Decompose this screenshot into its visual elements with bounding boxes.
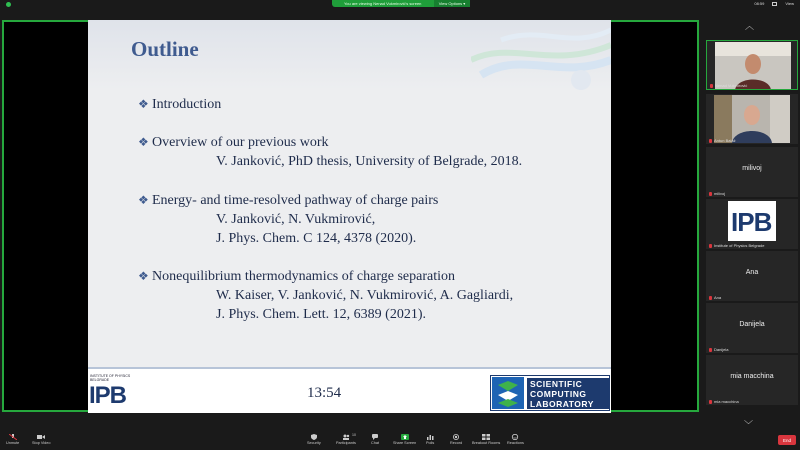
chat-button[interactable]: Chat xyxy=(371,434,379,445)
polls-icon xyxy=(426,434,434,440)
diamond-bullet-icon: ❖ xyxy=(138,135,149,149)
scl-logo xyxy=(490,375,610,411)
diamond-bullet-icon: ❖ xyxy=(138,193,149,207)
record-icon xyxy=(452,434,460,440)
stop-video-button[interactable]: Stop Video xyxy=(32,434,51,445)
top-bar xyxy=(0,0,800,9)
participants-count: 10 xyxy=(352,433,356,437)
institute-label: INSTITUTE OF PHYSICS BELGRADE xyxy=(90,374,131,382)
outline-item-2 xyxy=(138,135,329,151)
participant-tile[interactable] xyxy=(706,94,798,144)
meeting-toolbar xyxy=(0,430,800,450)
outline-heading: Introduction xyxy=(152,97,222,112)
participants-button[interactable]: Participants 10 xyxy=(336,433,356,445)
participant-tile[interactable] xyxy=(706,303,798,353)
outline-item-1 xyxy=(138,97,221,113)
outline-subline: J. Phys. Chem. Lett. 12, 6389 (2021). xyxy=(216,307,426,322)
participant-name-large: Ana xyxy=(745,269,759,276)
top-right-controls xyxy=(754,1,794,6)
participant-logo: IPB xyxy=(728,201,776,241)
outline-item-3 xyxy=(138,193,438,209)
mic-muted-icon xyxy=(9,434,17,440)
end-meeting-button[interactable]: End xyxy=(778,435,796,445)
decorative-swirl xyxy=(471,20,611,110)
share-screen-icon xyxy=(401,434,409,440)
outline-subline: J. Phys. Chem. C 124, 4378 (2020). xyxy=(216,231,417,246)
clock: 08:59 xyxy=(754,1,765,6)
unmute-button[interactable]: Unmute xyxy=(6,434,19,445)
diamond-bullet-icon: ❖ xyxy=(138,269,149,283)
share-screen-button[interactable]: Share Screen xyxy=(393,434,416,445)
participant-name: milivoj xyxy=(709,191,725,196)
security-button[interactable]: Security xyxy=(307,434,321,445)
participant-tile[interactable] xyxy=(706,355,798,405)
mic-icon xyxy=(710,84,713,88)
participant-name: mia macchina xyxy=(709,399,739,404)
slide-time: 13:54 xyxy=(307,385,342,401)
slide-title: Outline xyxy=(131,37,199,61)
fullscreen-icon[interactable] xyxy=(772,2,777,6)
ipb-logo-text: IPB xyxy=(89,382,127,409)
record-button[interactable]: Record xyxy=(450,434,462,445)
mic-icon xyxy=(709,348,712,352)
chevron-down-icon[interactable]: ﹀ xyxy=(744,420,754,430)
breakout-rooms-icon xyxy=(482,434,490,440)
view-options-button[interactable]: View Options ▾ xyxy=(434,0,470,7)
participant-tile[interactable] xyxy=(706,147,798,197)
outline-heading: Overview of our previous work xyxy=(152,135,329,150)
mic-icon xyxy=(709,244,712,248)
participant-name: Antun Balaž xyxy=(709,138,736,143)
participant-name-large: milivoj xyxy=(742,165,762,172)
participant-tile[interactable] xyxy=(706,199,798,249)
participant-name-large: mia macchina xyxy=(730,373,774,380)
scl-text: SCIENTIFIC COMPUTING LABORATORY xyxy=(527,378,609,409)
mic-icon xyxy=(709,192,712,196)
participant-name: Nenad Vukmirović xyxy=(710,83,747,88)
mic-icon xyxy=(709,296,712,300)
diamond-bullet-icon: ❖ xyxy=(138,97,149,111)
people-icon xyxy=(342,434,350,440)
participant-tile[interactable] xyxy=(706,40,798,90)
outline-subline: W. Kaiser, V. Janković, N. Vukmirović, A. Gagliardi, xyxy=(216,288,514,303)
participant-name: Institute of Physics Belgrade xyxy=(709,243,764,248)
outline-subline: V. Janković, N. Vukmirović, xyxy=(216,212,376,227)
smiley-icon xyxy=(511,434,519,440)
video-camera-icon xyxy=(37,434,45,440)
viewing-banner xyxy=(332,0,470,7)
outline-heading: Nonequilibrium thermodynamics of charge separation xyxy=(152,269,455,284)
participants-panel xyxy=(702,21,800,430)
participant-name: Ana xyxy=(709,295,721,300)
participant-tile[interactable] xyxy=(706,251,798,301)
chat-bubble-icon xyxy=(371,434,379,440)
view-button[interactable]: View xyxy=(785,1,794,6)
reactions-button[interactable]: Reactions xyxy=(507,434,524,445)
polls-button[interactable]: Polls xyxy=(426,434,434,445)
participant-name-large: Danijela xyxy=(739,321,765,328)
scl-mark-icon xyxy=(492,377,524,409)
shield-icon[interactable] xyxy=(6,2,11,7)
banner-text: You are viewing Nenad Vukmirović's screen xyxy=(344,1,422,6)
mic-icon xyxy=(709,400,712,404)
outline-heading: Energy- and time-resolved pathway of charge pairs xyxy=(152,193,439,208)
shield-icon xyxy=(310,434,318,440)
breakout-rooms-button[interactable]: Breakout Rooms xyxy=(472,434,500,445)
outline-item-4 xyxy=(138,269,455,285)
participant-video xyxy=(714,95,790,143)
chevron-up-icon[interactable]: ︿ xyxy=(745,21,755,31)
mic-icon xyxy=(709,139,712,143)
outline-subline: V. Janković, PhD thesis, University of Belgrade, 2018. xyxy=(216,154,523,169)
ipb-logo xyxy=(88,374,133,412)
presentation-slide xyxy=(88,20,611,413)
participant-name: Danijela xyxy=(709,347,728,352)
